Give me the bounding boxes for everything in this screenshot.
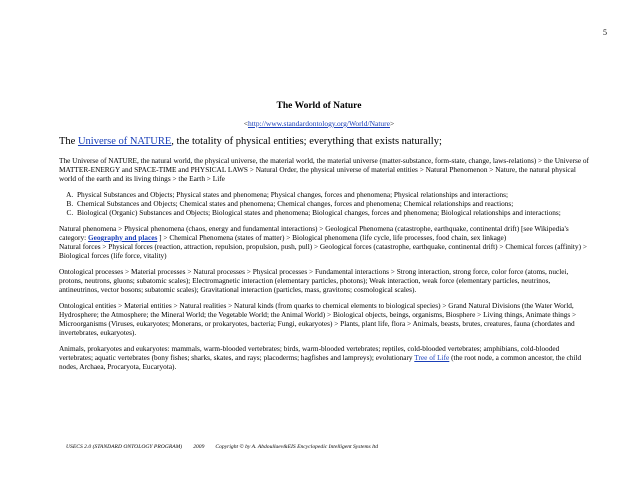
phenomena-text-1: Natural phenomena > Physical phenomena (chaos, energy and fundamental interactions) > Geological Phenomena (catastrophe, earthquake, continental drift) [see Wikipedia's category: [59,224,569,242]
lead-prefix: The [59,136,78,147]
paragraph-phenomena [59,224,590,260]
footer-copyright: Copyright © by A. Abdoullaev&EIS Encyclopedic Intelligent Systems ltd [215,444,379,450]
lead-suffix: , the totality of physical entities; everything that exists naturally; [171,136,442,147]
paragraph-processes: Ontological processes > Material processes > Natural processes > Physical processes > Fundamental interactions > Strong interaction, strong force, color force (atoms, nuclei, protons, neutrons, gluons; subatomic scales); Electromagnetic interaction (elementary particles, photons); Weak interaction, weak force (elementary particles, neutrinos, antineutrinos, vector bosons; subatomic scales); Gravitational interaction (particles, mass, gravitons; cosmological scales). [59,267,569,294]
page-footer [66,444,389,450]
lead-heading [59,136,599,147]
phenomena-text-2: ] > Chemical Phenomena (states of matter) > Biological phenomena (life cycle, life processes, food chain, sex linkage) [157,233,507,242]
paragraph-universe: The Universe of NATURE, the natural world, the physical universe, the material world, the material universe (matter-substance, form-state, change, laws-relations) > the Universe of MATTER-ENERGY and SPACE-TIME and PHYSICAL LAWS > Natural Order, the physical universe of material entities > Natural Phenomenon > Nature, the natural physical world of the earth and its living things > the Earth > Life [59,156,589,183]
source-url-link[interactable]: http://www.standardontology.org/World/Nature [247,119,390,128]
source-line [0,119,638,128]
paragraph-entities: Ontological entities > Material entities > Natural realities > Natural kinds (from quarks to chemical elements to biological species) > Grand Natural Divisions (the Water World, Hydrosphere; the Atmosphere; the Mineral World; the Vegetable World; the Animal World) > Biological objects, beings, organisms, Biosphere > Living things, Animate things > Microorganisms (Viruses, eukaryotes; Monerans, or prokaryotes, bacteria; Fungi, eukaryotes) > Plants, plant life, flora > Animals, beasts, brutes, creatures, fauna (chordates and invertebrates, eukaryotes). [59,301,577,337]
forces-text: Natural forces > Physical forces (reaction, attraction, repulsion, propulsion, push, pull) > Geological forces (catastrophe, earthquake, continental drift) > Chemical forces (affinity) > Biological forces (life force, vitality) [59,242,587,260]
footer-year: 2009 [193,444,205,450]
source-close-bracket: > [390,119,395,128]
geography-and-places-link[interactable]: Geography and places [87,233,158,242]
tree-of-life-link[interactable]: Tree of Life [414,353,450,362]
universe-of-nature-link[interactable]: Universe of NATURE [77,136,172,147]
paragraph-animals [59,344,590,371]
substances-list [59,190,590,217]
document-body [59,156,590,378]
animals-text: Animals, prokaryotes and eukaryotes: mammals, warm-blooded vertebrates; birds, warm-blooded vertebrates; reptiles, cold-blooded vertebrates; amphibians, cold-blooded vertebrates; aquatic vertebrates (bony fishes; sharks, skates, and rays; placoderms; hagfishes and lampreys); evolutionary [59,344,560,362]
list-item-biological: C. Biological (Organic) Substances and Objects; Biological states and phenomena; Biological changes, forces and phenomena; Biological relationships and interactions; [75,208,590,217]
source-open-bracket: < [243,119,248,128]
page-title: The World of Nature [276,101,362,111]
list-item-physical: A. Physical Substances and Objects; Physical states and phenomena; Physical changes, forces and phenomena; Physical relationships and interactions; [75,190,590,199]
list-item-chemical: B. Chemical Substances and Objects; Chemical states and phenomena; Chemical changes, forces and phenomena; Chemical relationships and reactions; [75,199,590,208]
animals-tail: (the root node, a common ancestor, the child nodes, Archaea, Procaryota, Eucaryota). [59,353,582,371]
page-number: 5 [603,28,607,37]
footer-program: USECS 2.0 (STANDARD ONTOLOGY PROGRAM) [66,444,183,450]
